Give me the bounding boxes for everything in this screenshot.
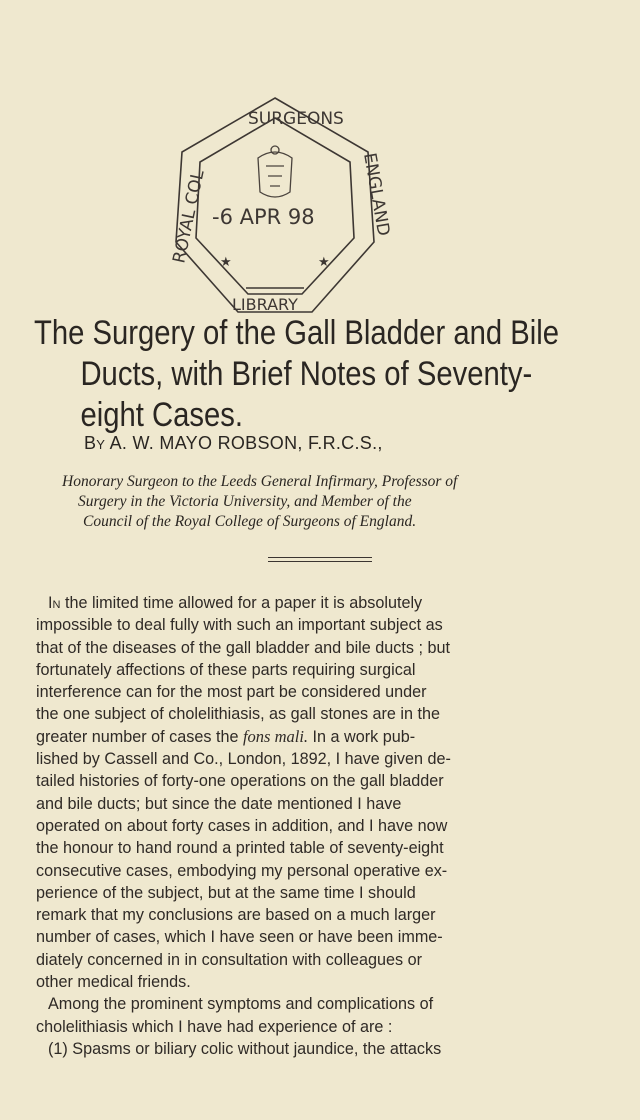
body-line: interference can for the most part be considered under xyxy=(36,683,427,702)
body-line-text: greater number of cases the xyxy=(36,727,243,746)
body-line: cholelithiasis which I have had experience of are : xyxy=(36,1017,393,1036)
body-line: diately concerned in in consultation with colleagues or xyxy=(36,950,423,969)
body-line: other medical friends. xyxy=(36,973,191,992)
author-name: A. W. MAYO ROBSON, F.R.C.S., xyxy=(109,433,383,453)
body-line: consecutive cases, embodying my personal operative ex- xyxy=(36,861,448,880)
title-line: eight Cases. xyxy=(80,396,243,434)
drop-cap: In xyxy=(48,594,61,612)
stamp-text-right: ENGLAND xyxy=(359,151,394,238)
body-line: number of cases, which I have seen or have been imme- xyxy=(36,928,443,947)
library-stamp-graphic xyxy=(162,92,394,324)
body-line: the one subject of cholelithiasis, as gall stones are in the xyxy=(36,705,441,724)
body-line: that of the diseases of the gall bladder and bile ducts ; but xyxy=(36,638,450,657)
stamp-text-top: SURGEONS xyxy=(248,109,344,129)
byline-by: By xyxy=(84,433,106,453)
affiliation-line: Honorary Surgeon to the Leeds General Infirmary, Professor of xyxy=(62,473,458,490)
library-stamp xyxy=(162,92,394,324)
body-line xyxy=(36,726,576,748)
body-line: and bile ducts; but since the date mentioned I have xyxy=(36,794,402,813)
affiliation-line: Council of the Royal College of Surgeons of England. xyxy=(83,513,417,530)
author-byline xyxy=(84,433,604,454)
star-icon: ★ xyxy=(318,255,330,270)
italic-phrase: fons mali. xyxy=(242,726,309,746)
body-line: (1) Spasms or biliary colic without jaundice, the attacks xyxy=(48,1039,442,1058)
stamp-date: -6 APR 98 xyxy=(212,205,315,229)
body-line: fortunately affections of these parts requiring surgical xyxy=(36,660,416,679)
title-line: Ducts, with Brief Notes of Seventy- xyxy=(80,355,533,393)
title-line: The Surgery of the Gall Bladder and Bile xyxy=(34,314,560,352)
body-line-text: In a work pub- xyxy=(308,727,416,746)
divider xyxy=(268,557,372,558)
body-line: tailed histories of forty-one operations on the gall bladder xyxy=(36,772,444,791)
body-line xyxy=(36,592,576,614)
body-line: lished by Cassell and Co., London, 1892, I have given de- xyxy=(36,750,451,769)
star-icon: ★ xyxy=(220,255,232,270)
stamp-text-bottom: LIBRARY xyxy=(232,295,298,314)
body-line: operated on about forty cases in addition, and I have now xyxy=(36,816,448,835)
article-title xyxy=(34,313,560,436)
body-line: remark that my conclusions are based on a much larger xyxy=(36,906,436,925)
body-line: perience of the subject, but at the same time I should xyxy=(36,883,416,902)
body-line: Among the prominent symptoms and complications of xyxy=(48,995,434,1014)
affiliation-line: Surgery in the Victoria University, and Member of the xyxy=(78,493,412,510)
body-text xyxy=(36,592,576,1060)
body-line-text: the limited time allowed for a paper it is absolutely xyxy=(60,594,423,612)
body-line: impossible to deal fully with such an important subject as xyxy=(36,616,443,635)
divider xyxy=(268,561,372,562)
author-affiliation xyxy=(62,472,602,532)
body-line: the honour to hand round a printed table of seventy-eight xyxy=(36,839,444,858)
stamp-crest-icon xyxy=(258,146,292,197)
stamp-text-left: ROYAL COL xyxy=(169,168,209,266)
